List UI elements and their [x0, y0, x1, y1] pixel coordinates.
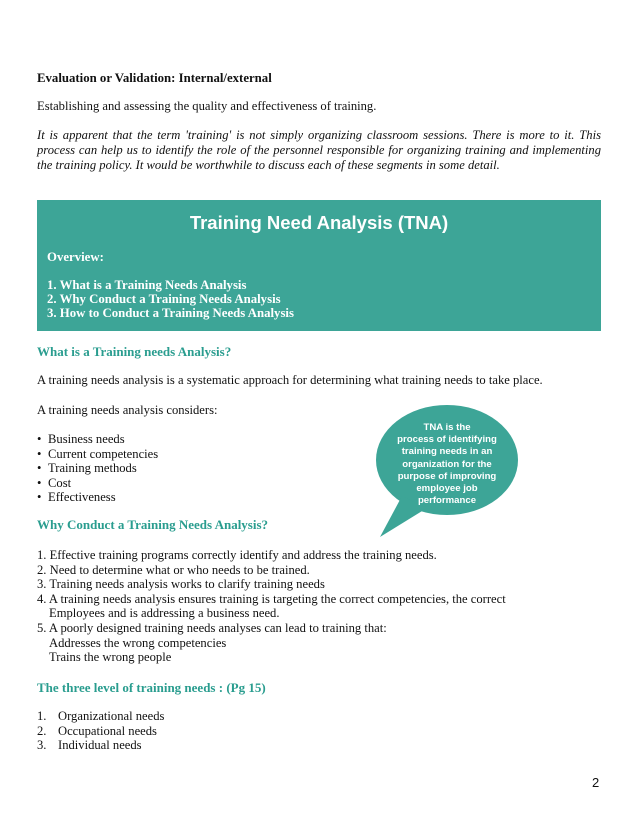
callout-line: TNA is the — [423, 422, 471, 433]
list-item: • Current competencies — [37, 447, 158, 462]
callout-text — [388, 422, 506, 507]
list-item: 3. Training needs analysis works to clarify training needs — [37, 577, 325, 592]
evaluation-heading: Evaluation or Validation: Internal/external — [37, 71, 272, 85]
callout-line: employee job — [416, 483, 478, 495]
intro-sentence: Establishing and assessing the quality and effectiveness of training. — [37, 99, 377, 113]
list-item: 5. A poorly designed training needs analyses can lead to training that: — [37, 620, 387, 635]
banner-item: 1. What is a Training Needs Analysis — [47, 278, 247, 292]
section2-heading: Why Conduct a Training Needs Analysis? — [37, 517, 269, 532]
levels-list — [37, 709, 164, 753]
list-text: Organizational needs — [58, 709, 165, 723]
list-text: Occupational needs — [58, 723, 157, 738]
list-item — [37, 709, 164, 724]
callout-line: organization for the — [402, 458, 492, 470]
list-item: 4. A training needs analysis ensures training is targeting the correct competencies, the correct — [37, 591, 506, 606]
banner-item: 3. How to Conduct a Training Needs Analysis — [47, 306, 294, 320]
list-item — [37, 724, 164, 739]
intro-italic-paragraph: It is apparent that the term 'training' is not simply organizing classroom sessions. There is more to it. This process can help us to identify the role of the personnel responsible for organizing training and implementing the training policy. It would be worthwhile to discuss each of these segments in some detail. — [37, 128, 601, 172]
section1-heading: What is a Training needs Analysis? — [37, 344, 232, 359]
list-item: 2. Need to determine what or who needs to be trained. — [37, 562, 310, 577]
list-number: 2. — [37, 723, 47, 738]
list-text: Individual needs — [58, 738, 142, 753]
list-item — [37, 738, 164, 753]
page-number: 2 — [592, 775, 600, 790]
list-item: • Effectiveness — [37, 490, 158, 505]
tna-definition: A training needs analysis is a systematic approach for determining what training needs to take place. — [37, 373, 543, 387]
banner-overview-label: Overview: — [47, 250, 104, 264]
list-item: 1. Effective training programs correctly identify and address the training needs. — [37, 548, 437, 562]
list-number: 1. — [37, 709, 47, 723]
callout-line: process of identifying — [397, 434, 497, 446]
list-subitem: Addresses the wrong competencies — [49, 635, 227, 650]
list-number: 3. — [37, 738, 47, 753]
callout-line: performance — [417, 495, 477, 507]
why-list — [37, 548, 607, 665]
banner-item: 2. Why Conduct a Training Needs Analysis — [47, 292, 281, 306]
considers-label: A training needs analysis considers: — [37, 403, 218, 417]
list-item: • Training methods — [37, 461, 158, 476]
list-item-continuation: Employees and is addressing a business need. — [49, 606, 280, 621]
callout-line: purpose of improving — [397, 470, 497, 482]
list-subitem: Trains the wrong people — [49, 650, 172, 665]
considers-list — [37, 432, 158, 505]
list-item: • Cost — [37, 476, 158, 491]
list-item: • Business needs — [37, 432, 158, 447]
section3-heading: The three level of training needs : (Pg 15) — [37, 680, 266, 695]
callout-line: training needs in an — [401, 446, 493, 458]
tna-banner — [37, 200, 601, 331]
banner-title: Training Need Analysis (TNA) — [189, 212, 449, 233]
